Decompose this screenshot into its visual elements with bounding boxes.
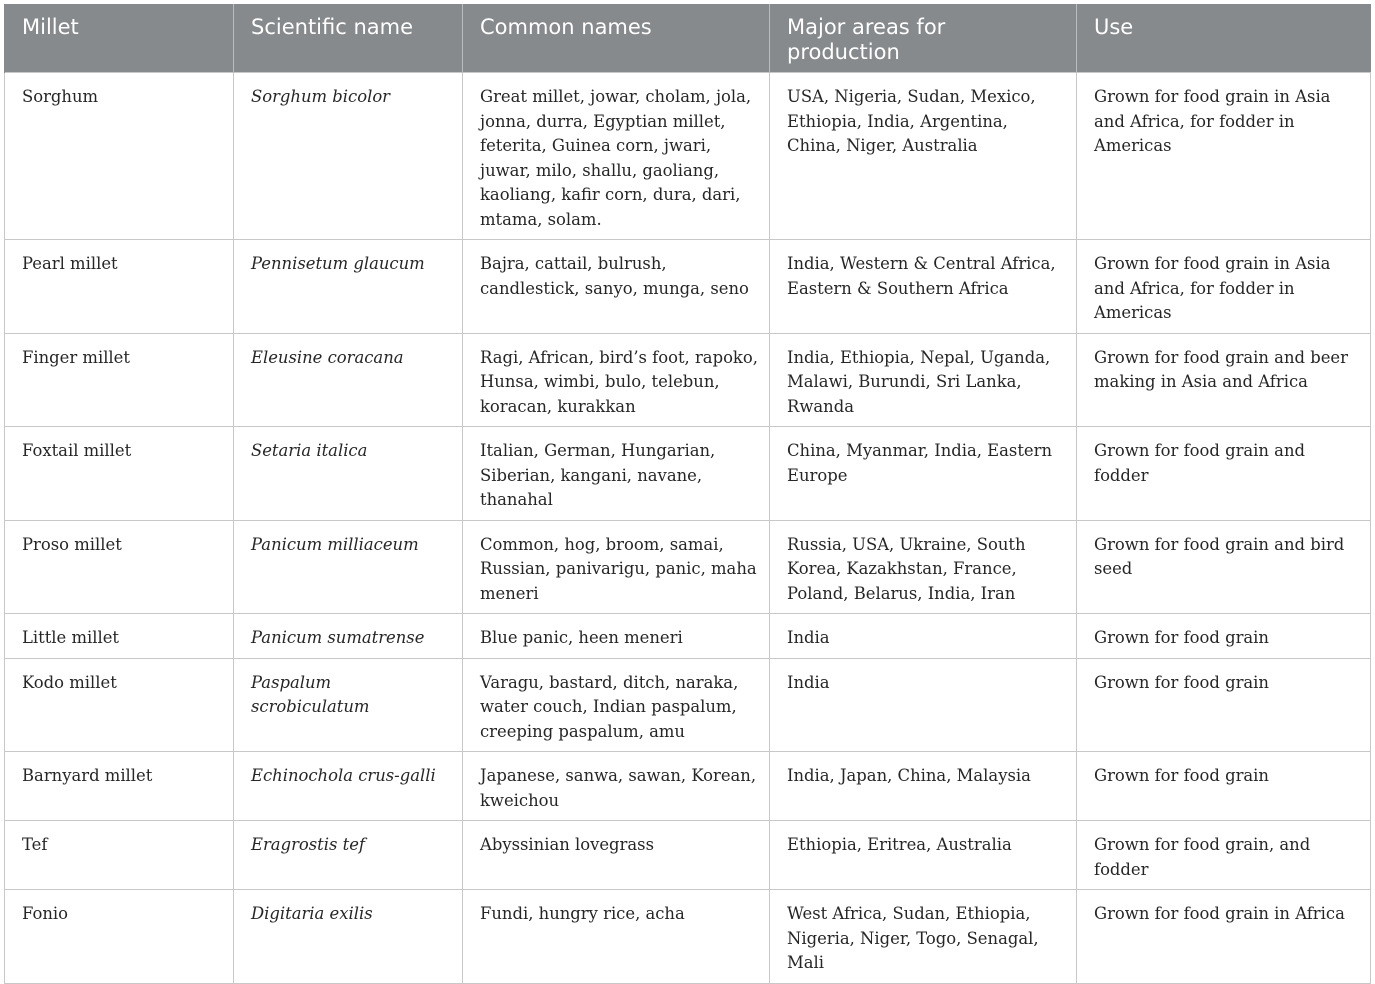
cell-common-names: Japanese, sanwa, sawan, Korean, kweichou [463, 752, 770, 821]
table-header [5, 4, 1371, 73]
table-row [5, 821, 1371, 890]
cell-scientific-name: Echinochola crus-galli [234, 752, 463, 821]
cell-use: Grown for food grain [1077, 658, 1371, 752]
cell-major-areas: China, Myanmar, India, Eastern Europe [770, 427, 1077, 521]
header-scientific-name: Scientific name [234, 4, 463, 73]
cell-scientific-name: Panicum milliaceum [234, 520, 463, 614]
cell-common-names: Fundi, hungry rice, acha [463, 890, 770, 984]
cell-millet: Pearl millet [5, 240, 234, 334]
cell-use: Grown for food grain and beer making in Asia and Africa [1077, 333, 1371, 427]
cell-millet: Sorghum [5, 73, 234, 240]
header-common-names: Common names [463, 4, 770, 73]
millet-table [4, 4, 1371, 984]
cell-major-areas: India, Western & Central Africa, Eastern & Southern Africa [770, 240, 1077, 334]
cell-scientific-name: Pennisetum glaucum [234, 240, 463, 334]
cell-scientific-name: Setaria italica [234, 427, 463, 521]
cell-common-names: Varagu, bastard, ditch, naraka, water couch, Indian paspalum, creeping paspalum, amu [463, 658, 770, 752]
cell-major-areas: Ethiopia, Eritrea, Australia [770, 821, 1077, 890]
table-row [5, 240, 1371, 334]
cell-millet: Finger millet [5, 333, 234, 427]
cell-use: Grown for food grain, and fodder [1077, 821, 1371, 890]
cell-use: Grown for food grain in Asia and Africa, for fodder in Americas [1077, 73, 1371, 240]
header-use: Use [1077, 4, 1371, 73]
cell-use: Grown for food grain and bird seed [1077, 520, 1371, 614]
cell-common-names: Bajra, cattail, bulrush, candlestick, sanyo, munga, seno [463, 240, 770, 334]
cell-scientific-name: Paspalum scrobiculatum [234, 658, 463, 752]
cell-major-areas: Russia, USA, Ukraine, South Korea, Kazakhstan, France, Poland, Belarus, India, Iran [770, 520, 1077, 614]
cell-common-names: Common, hog, broom, samai, Russian, panivarigu, panic, maha meneri [463, 520, 770, 614]
cell-millet: Tef [5, 821, 234, 890]
cell-millet: Fonio [5, 890, 234, 984]
table-row [5, 520, 1371, 614]
cell-common-names: Blue panic, heen meneri [463, 614, 770, 659]
cell-scientific-name: Eragrostis tef [234, 821, 463, 890]
cell-millet: Barnyard millet [5, 752, 234, 821]
cell-use: Grown for food grain and fodder [1077, 427, 1371, 521]
table-body [5, 73, 1371, 984]
table-row [5, 752, 1371, 821]
table-row [5, 333, 1371, 427]
cell-millet: Little millet [5, 614, 234, 659]
header-major-areas: Major areas for production [770, 4, 1077, 73]
cell-use: Grown for food grain [1077, 614, 1371, 659]
cell-common-names: Italian, German, Hungarian, Siberian, kangani, navane, thanahal [463, 427, 770, 521]
cell-major-areas: India [770, 658, 1077, 752]
cell-millet: Proso millet [5, 520, 234, 614]
cell-scientific-name: Digitaria exilis [234, 890, 463, 984]
cell-major-areas: USA, Nigeria, Sudan, Mexico, Ethiopia, India, Argentina, China, Niger, Australia [770, 73, 1077, 240]
cell-millet: Foxtail millet [5, 427, 234, 521]
table-row [5, 614, 1371, 659]
cell-scientific-name: Eleusine coracana [234, 333, 463, 427]
cell-use: Grown for food grain in Asia and Africa, for fodder in Americas [1077, 240, 1371, 334]
cell-millet: Kodo millet [5, 658, 234, 752]
cell-use: Grown for food grain [1077, 752, 1371, 821]
cell-major-areas: India [770, 614, 1077, 659]
cell-scientific-name: Panicum sumatrense [234, 614, 463, 659]
table-row [5, 890, 1371, 984]
header-row [5, 4, 1371, 73]
table-row [5, 427, 1371, 521]
cell-use: Grown for food grain in Africa [1077, 890, 1371, 984]
table-row [5, 73, 1371, 240]
header-millet: Millet [5, 4, 234, 73]
cell-major-areas: West Africa, Sudan, Ethiopia, Nigeria, Niger, Togo, Senagal, Mali [770, 890, 1077, 984]
cell-common-names: Abyssinian lovegrass [463, 821, 770, 890]
cell-scientific-name: Sorghum bicolor [234, 73, 463, 240]
cell-major-areas: India, Ethiopia, Nepal, Uganda, Malawi, Burundi, Sri Lanka, Rwanda [770, 333, 1077, 427]
cell-major-areas: India, Japan, China, Malaysia [770, 752, 1077, 821]
cell-common-names: Ragi, African, bird’s foot, rapoko, Hunsa, wimbi, bulo, telebun, koracan, kurakkan [463, 333, 770, 427]
cell-common-names: Great millet, jowar, cholam, jola, jonna, durra, Egyptian millet, feterita, Guinea corn, jwari, juwar, milo, shallu, gaoliang, kaoliang, kafir corn, dura, dari, mtama, solam. [463, 73, 770, 240]
table-row [5, 658, 1371, 752]
